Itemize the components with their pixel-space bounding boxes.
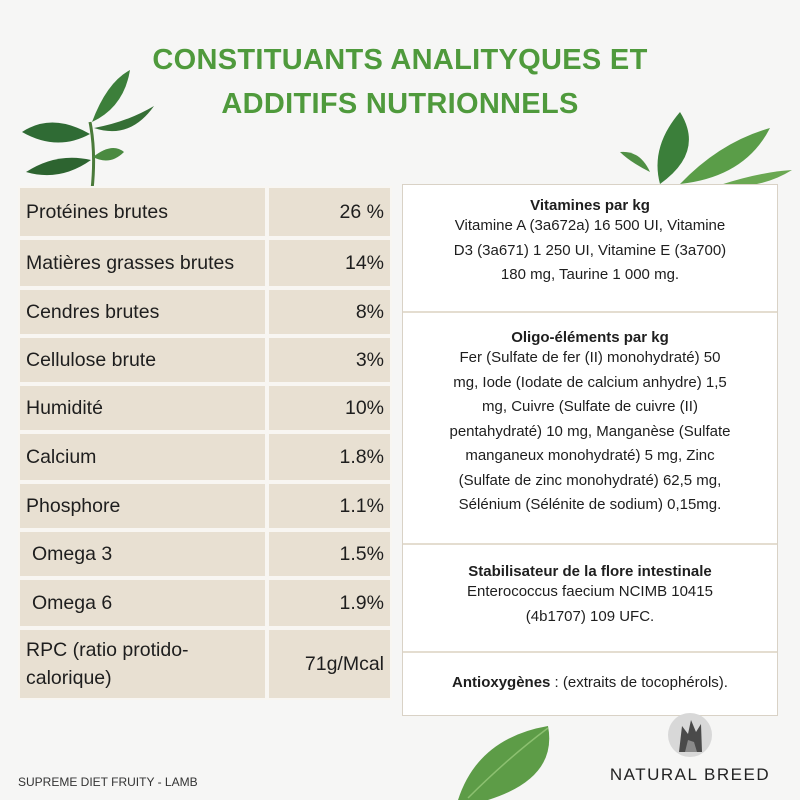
- gut-flora-line: Enterococcus faecium NCIMB 10415: [467, 583, 713, 600]
- table-row: [18, 628, 392, 700]
- brand-name: NATURAL BREED: [609, 765, 771, 784]
- constituent-value: 71g/Mcal: [267, 628, 392, 700]
- trace-elements-text: [403, 346, 777, 518]
- analytical-constituents-table: [18, 186, 392, 700]
- constituent-label: Phosphore: [18, 482, 267, 530]
- trace-elements-line: manganeux monohydraté) 5 mg, Zinc: [465, 447, 715, 464]
- wolf-head-icon: [667, 712, 713, 758]
- vitamins-section: [403, 185, 777, 313]
- antioxidants-text: [403, 671, 777, 696]
- constituent-label: Calcium: [18, 432, 267, 482]
- trace-elements-line: (Sulfate de zinc monohydraté) 62,5 mg,: [458, 471, 722, 489]
- vitamins-line: 180 mg, Taurine 1 000 mg.: [500, 266, 680, 283]
- antioxidants-section: [403, 653, 777, 715]
- constituent-label: Matières grasses brutes: [18, 238, 267, 288]
- constituent-label: Cendres brutes: [18, 288, 267, 336]
- trace-elements-line: pentahydraté) 10 mg, Manganèse (Sulfate: [449, 422, 731, 440]
- product-name: SUPREME DIET FRUITY - LAMB: [18, 775, 198, 789]
- leaf-branch-top-right-icon: [620, 92, 795, 187]
- constituent-value: 1.9%: [267, 578, 392, 628]
- trace-elements-line: mg, Cuivre (Sulfate de cuivre (II): [482, 398, 698, 415]
- trace-elements-line: Fer (Sulfate de fer (II) monohydraté) 50: [459, 349, 721, 366]
- leaf-branch-top-left-icon: [12, 62, 162, 192]
- table-row: [18, 336, 392, 384]
- constituent-value: 1.1%: [267, 482, 392, 530]
- trace-elements-line: Sélénium (Sélénite de sodium) 0,15mg.: [458, 496, 722, 513]
- table-row: [18, 288, 392, 336]
- constituent-value: 26 %: [267, 186, 392, 238]
- constituent-label: Humidité: [18, 384, 267, 432]
- antioxidants-value: : (extraits de tocophérols).: [550, 674, 728, 691]
- constituent-label: Cellulose brute: [18, 336, 267, 384]
- vitamins-line: Vitamine A (3a672a) 16 500 UI, Vitamine: [454, 217, 726, 234]
- table-row: [18, 482, 392, 530]
- table-row: [18, 578, 392, 628]
- title-line-1: CONSTITUANTS ANALITYQUES ET: [152, 44, 648, 76]
- gut-flora-line: (4b1707) 109 UFC.: [525, 607, 655, 625]
- constituent-label: Omega 6: [18, 578, 267, 628]
- antioxidants-label: Antioxygènes: [452, 674, 551, 691]
- gut-flora-text: [403, 580, 777, 629]
- nutritional-additives-panel: [402, 184, 778, 716]
- brand-logo: [590, 712, 790, 785]
- vitamins-line: D3 (3a671) 1 250 UI, Vitamine E (3a700): [453, 241, 727, 259]
- vitamins-heading: Vitamines par kg: [530, 197, 650, 214]
- table-row: [18, 186, 392, 238]
- constituent-value: 1.8%: [267, 432, 392, 482]
- constituent-value: 14%: [267, 238, 392, 288]
- trace-elements-heading: Oligo-éléments par kg: [511, 329, 669, 346]
- trace-elements-section: [403, 313, 777, 545]
- table-row: [18, 384, 392, 432]
- table-row: [18, 238, 392, 288]
- constituent-value: 3%: [267, 336, 392, 384]
- gut-flora-heading: Stabilisateur de la flore intestinale: [468, 563, 712, 580]
- constituent-value: 8%: [267, 288, 392, 336]
- vitamins-text: [403, 214, 777, 288]
- constituent-label: RPC (ratio protido-calorique): [18, 628, 267, 700]
- gut-flora-section: [403, 545, 777, 653]
- table-row: [18, 432, 392, 482]
- constituent-value: 10%: [267, 384, 392, 432]
- table-row: [18, 530, 392, 578]
- trace-elements-line: mg, Iode (Iodate de calcium anhydre) 1,5: [453, 373, 727, 391]
- title-line-2: ADDITIFS NUTRIONNELS: [221, 88, 579, 120]
- constituent-label: Protéines brutes: [18, 186, 267, 238]
- leaf-bottom-icon: [448, 718, 588, 800]
- constituent-value: 1.5%: [267, 530, 392, 578]
- constituent-label: Omega 3: [18, 530, 267, 578]
